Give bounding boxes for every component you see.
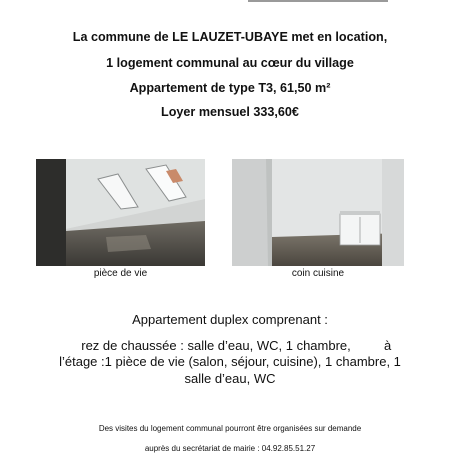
kitchen-corner-photo	[232, 159, 404, 266]
upper-floor-line: l’étage :1 pièce de vie (salon, séjour, cuisine), 1 chambre, 1	[59, 354, 401, 369]
contact-phone: auprès du secrétariat de mairie : 04.92.85.51.27	[144, 444, 316, 453]
monthly-rent: Loyer mensuel 333,60€	[161, 105, 299, 119]
visits-notice: Des visites du logement communal pourront être organisées sur demande	[98, 424, 362, 433]
top-rule	[248, 0, 388, 2]
announcement-title: La commune de LE LAUZET-UBAYE met en location,	[72, 30, 388, 44]
upper-floor-line-end: salle d’eau, WC	[184, 371, 276, 386]
ground-floor-line: rez de chaussée : salle d’eau, WC, 1 chambre,	[81, 338, 351, 353]
ground-floor-line-end: à	[384, 338, 392, 353]
announcement-subtitle: 1 logement communal au cœur du village	[106, 56, 354, 70]
description-title: Appartement duplex comprenant :	[132, 312, 328, 327]
kitchen-corner-illustration	[232, 159, 404, 266]
living-room-caption: pièce de vie	[93, 268, 148, 279]
living-room-illustration	[36, 159, 205, 266]
living-room-photo	[36, 159, 205, 266]
apartment-type: Appartement de type T3, 61,50 m²	[129, 81, 331, 95]
kitchen-corner-caption: coin cuisine	[291, 268, 345, 279]
